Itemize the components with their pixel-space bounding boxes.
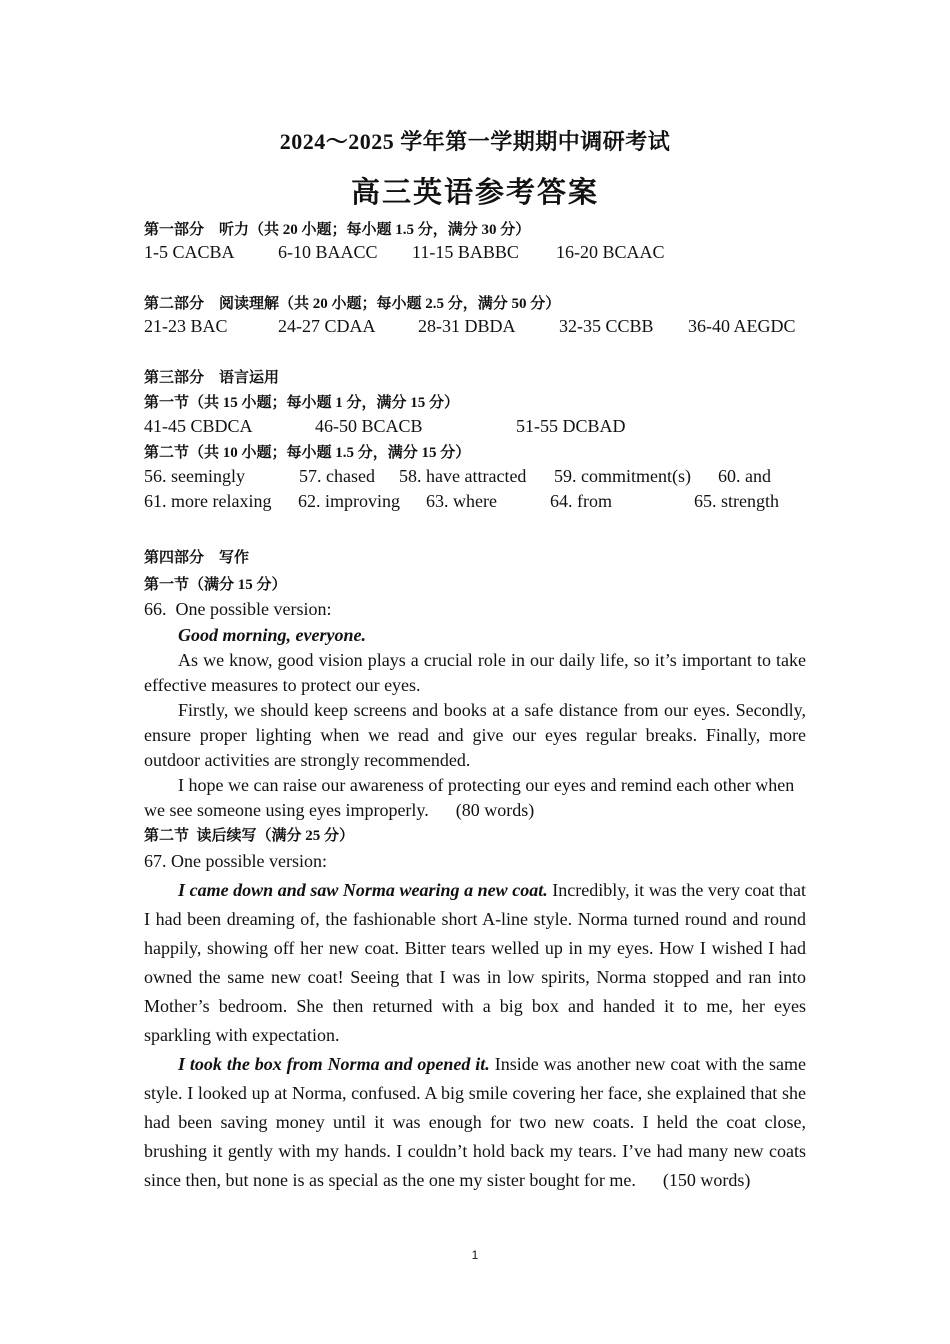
part4-section2-heading: 第二节 读后续写（满分 25 分）	[144, 828, 355, 844]
part3-section1-answer-group: 51-55 DCBAD	[516, 416, 626, 436]
part4-heading: 第四部分 写作	[144, 550, 250, 566]
q67-essay	[144, 876, 806, 1195]
page-number: 1	[471, 1248, 479, 1262]
part3-section2-answer: 61. more relaxing	[144, 491, 272, 511]
part2-heading: 第二部分 阅读理解（共 20 小题；每小题 2.5 分，满分 50 分）	[144, 296, 561, 312]
part1-answer-group: 16-20 BCAAC	[556, 242, 665, 262]
q67-paragraph-2-lead: I took the box from Norma and opened it.	[178, 1054, 490, 1074]
part3-section2-answer: 60. and	[718, 466, 771, 486]
q66-greeting: Good morning, everyone.	[178, 625, 366, 645]
part2-answer-group: 21-23 BAC	[144, 316, 228, 336]
q67-paragraph-1	[144, 876, 806, 1050]
q66-essay	[144, 623, 806, 823]
part2-answer-group: 28-31 DBDA	[418, 316, 516, 336]
q67-paragraph-1-lead: I came down and saw Norma wearing a new coat.	[178, 880, 548, 900]
q67-word-count: (150 words)	[662, 1170, 751, 1190]
part3-section2-heading: 第二节（共 10 小题；每小题 1.5 分，满分 15 分）	[144, 445, 471, 461]
part3-section2-answer: 62. improving	[298, 491, 400, 511]
q66-label: 66. One possible version:	[144, 599, 332, 619]
q66-paragraph-3	[144, 773, 806, 823]
q67-label: 67. One possible version:	[144, 851, 327, 871]
part2-answer-group: 36-40 AEGDC	[688, 316, 796, 336]
q66-paragraph-2: Firstly, we should keep screens and books at a safe distance from our eyes. Secondly, ensure proper lighting when we read and give our eyes regular breaks. Finally, more outdoor activities are strongly recommended.	[144, 700, 806, 770]
q67-paragraph-1-text: Incredibly, it was the very coat that I had been dreaming of, the fashionable short A-line style. Norma turned round and round happily, showing off her new coat. Bitter tears welled up in my eyes. How I wished I had owned the same new coat! Seeing that I was in low spirits, Norma stopped and ran into Mother’s bedroom. She then returned with a big box and handed it to me, her eyes sparkling with expectation.	[144, 880, 806, 1045]
part3-section1-answer-group: 46-50 BCACB	[315, 416, 423, 436]
part3-section2-answer: 56. seemingly	[144, 466, 245, 486]
part3-section2-answer: 64. from	[550, 491, 612, 511]
q66-paragraph-3-text: I hope we can raise our awareness of protecting our eyes and remind each other when we see someone using eyes improperly.	[144, 775, 795, 820]
q67-paragraph-2	[144, 1050, 806, 1195]
part1-answer-group: 6-10 BAACC	[278, 242, 378, 262]
document-subtitle: 高三英语参考答案	[350, 177, 599, 209]
part3-heading: 第三部分 语言运用	[144, 370, 280, 386]
part3-section2-answer: 65. strength	[694, 491, 779, 511]
part3-section2-answer: 63. where	[426, 491, 497, 511]
part1-heading: 第一部分 听力（共 20 小题；每小题 1.5 分，满分 30 分）	[144, 222, 531, 238]
q66-word-count: (80 words)	[455, 800, 535, 820]
part3-section1-heading: 第一节（共 15 小题；每小题 1 分，满分 15 分）	[144, 395, 460, 411]
part2-answer-group: 32-35 CCBB	[559, 316, 654, 336]
part1-answer-group: 11-15 BABBC	[412, 242, 519, 262]
part3-section1-answer-group: 41-45 CBDCA	[144, 416, 253, 436]
part4-section1-heading: 第一节（满分 15 分）	[144, 577, 287, 593]
q66-paragraph-1: As we know, good vision plays a crucial role in our daily life, so it’s important to take effective measures to protect our eyes.	[144, 650, 806, 695]
part3-section2-answer: 59. commitment(s)	[554, 466, 691, 486]
part2-answer-group: 24-27 CDAA	[278, 316, 376, 336]
q67-paragraph-2-text: Inside was another new coat with the same style. I looked up at Norma, confused. A big smile covering her face, she explained that she had been saving money until it was enough for two new coats. I held the coat close, brushing it gently with my hands. I couldn’t hold back my tears. I’ve had many new coats since then, but none is as special as the one my sister bought for me.	[144, 1054, 807, 1190]
part3-section2-answer: 57. chased	[299, 466, 375, 486]
part1-answer-group: 1-5 CACBA	[144, 242, 235, 262]
part3-section2-answer: 58. have attracted	[399, 466, 527, 486]
exam-title: 2024～2025 学年第一学期期中调研考试	[279, 129, 671, 154]
